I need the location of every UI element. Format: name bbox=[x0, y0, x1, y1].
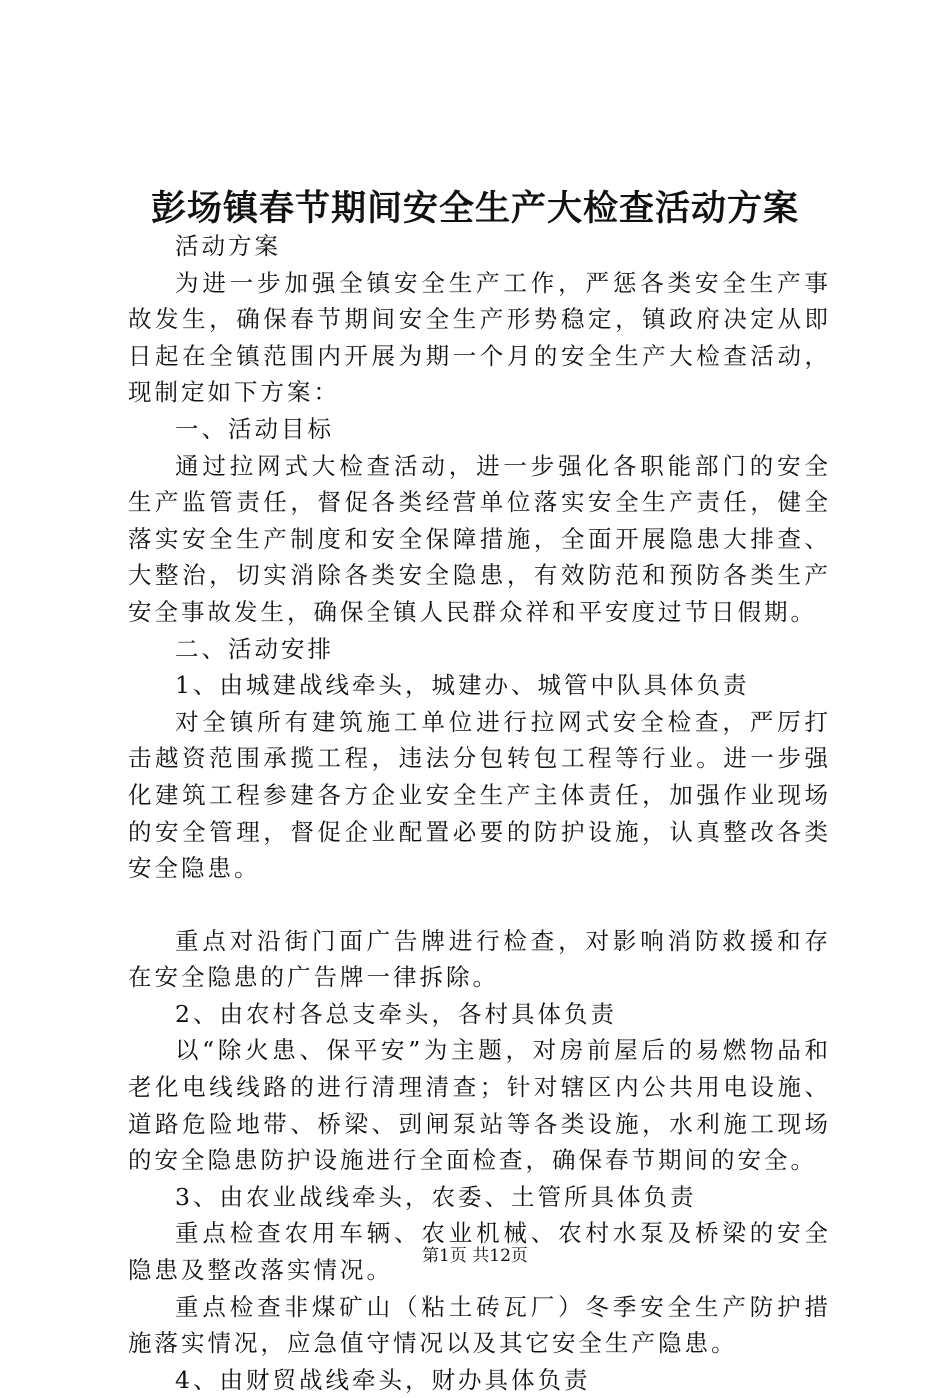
goal-paragraph: 通过拉网式大检查活动，进一步强化各职能部门的安全生产监管责任，督促各类经营单位落实安全生产责任，健全落实安全生产制度和安全保障措施，全面开展隐患大排查、大整治，切实消除各类安全隐患，有效防范和预防各类生产安全事故发生，确保全镇人民群众祥和平安度过节日假期。 bbox=[128, 451, 831, 626]
item-3-paragraph-2: 重点检查非煤矿山（粘土砖瓦厂）冬季安全生产防护措施落实情况，应急值守情况以及其它安全生产隐患。 bbox=[128, 1292, 831, 1358]
intro-paragraph: 为进一步加强全镇安全生产工作，严惩各类安全生产事故发生，确保春节期间安全生产形势稳定，镇政府决定从即日起在全镇范围内开展为期一个月的安全生产大检查活动，现制定如下方案： bbox=[128, 268, 831, 407]
item-1-paragraph: 对全镇所有建筑施工单位进行拉网式安全检查，严厉打击越资范围承揽工程，违法分包转包工程等行业。进一步强化建筑工程参建各方企业安全生产主体责任，加强作业现场的安全管理，督促企业配置必要的防护设施，认真整改各类安全隐患。 bbox=[128, 707, 831, 883]
item-1-heading: 1、由城建战线牵头，城建办、城管中队具体负责 bbox=[175, 671, 750, 700]
document-title: 彭场镇春节期间安全生产大检查活动方案 bbox=[150, 188, 799, 229]
document-body bbox=[128, 228, 831, 1398]
item-2-heading: 2、由农村各总支牵头，各村具体负责 bbox=[175, 999, 617, 1028]
blank-line bbox=[128, 887, 831, 923]
item-4-heading: 4、由财贸战线牵头，财办具体负责 bbox=[175, 1365, 591, 1394]
page-number: 第1页 共12页 bbox=[422, 1246, 528, 1266]
item-1-paragraph-2: 重点对沿街门面广告牌进行检查，对影响消防救援和存在安全隐患的广告牌一律拆除。 bbox=[128, 926, 831, 992]
heading-arrangement: 二、活动安排 bbox=[175, 634, 334, 663]
section-label: 活动方案 bbox=[175, 232, 281, 260]
heading-goal: 一、活动目标 bbox=[175, 414, 334, 443]
item-3-paragraph: 重点检查农用车辆、农业机械、农村水泵及桥梁的安全隐患及整改落实情况。 bbox=[128, 1219, 831, 1285]
item-3-heading: 3、由农业战线牵头，农委、土管所具体负责 bbox=[175, 1182, 697, 1211]
item-2-paragraph: 以“除火患、保平安”为主题，对房前屋后的易燃物品和老化电线线路的进行清理清查；针对辖区内公共用电设施、道路危险地带、桥梁、剅闸泵站等各类设施，水利施工现场的安全隐患防护设施进行全面检查，确保春节期间的安全。 bbox=[128, 1036, 831, 1175]
